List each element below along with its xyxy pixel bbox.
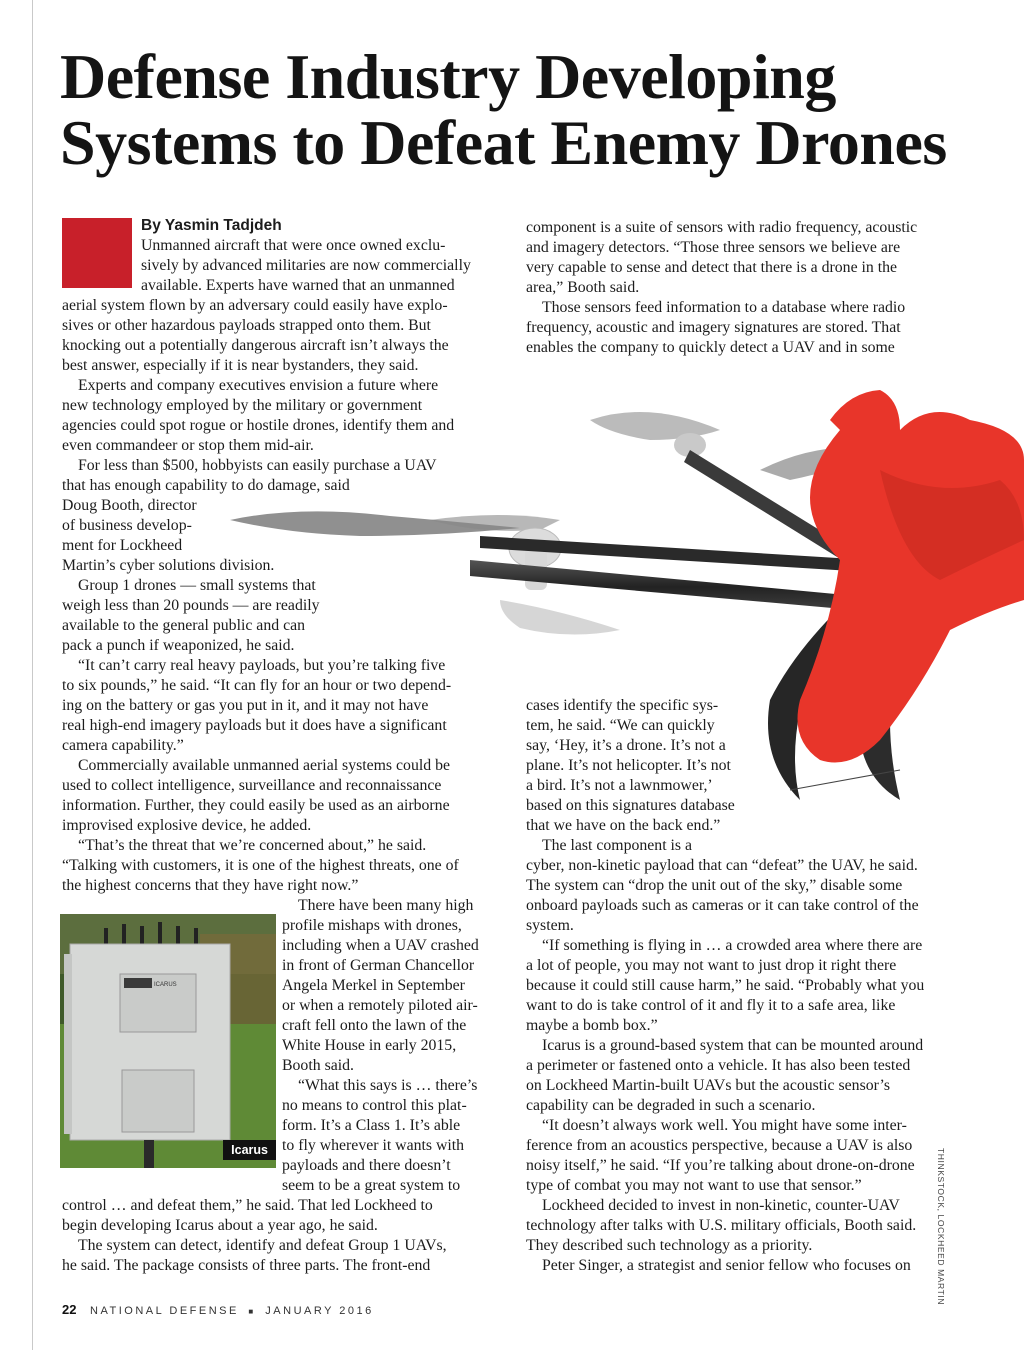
- text-line: to fly wherever it wants with: [282, 1137, 465, 1154]
- text-line: craft fell onto the lawn of the: [282, 1017, 467, 1034]
- text-line: sives or other hazardous payloads strapped onto them. But: [62, 317, 431, 334]
- text-line: cases identify the specific sys-: [526, 697, 719, 714]
- byline-block: [141, 216, 511, 296]
- text-line: There have been many high: [298, 897, 474, 914]
- text-line: Unmanned aircraft that were once owned exclu-: [141, 237, 446, 254]
- column-2-body: [526, 836, 966, 1306]
- text-line: used to collect intelligence, surveillance and reconnaissance: [62, 777, 442, 794]
- text-line: capability can be degraded in such a scenario.: [526, 1097, 816, 1114]
- text-line: Peter Singer, a strategist and senior fellow who focuses on: [542, 1257, 911, 1274]
- text-line: best answer, especially if it is near bystanders, they said.: [62, 357, 419, 374]
- text-line: noisy itself,” he said. “If you’re talking about drone-on-drone: [526, 1157, 915, 1174]
- text-line: “Talking with customers, it is one of the highest threats, one of: [62, 857, 459, 874]
- text-line: payloads and there doesn’t: [282, 1157, 451, 1174]
- text-line: White House in early 2015,: [282, 1037, 457, 1054]
- text-line: real high-end imagery payloads but it does have a significant: [62, 717, 447, 734]
- text-line: For less than $500, hobbyists can easily purchase a UAV: [78, 457, 437, 474]
- photo-caption: Icarus: [223, 1140, 276, 1160]
- text-line: no means to control this plat-: [282, 1097, 467, 1114]
- text-line: enables the company to quickly detect a UAV and in some: [526, 339, 895, 356]
- text-line: “What this says is … there’s: [298, 1077, 478, 1094]
- text-line: “It can’t carry real heavy payloads, but you’re talking five: [78, 657, 446, 674]
- column-1-wrap: [282, 896, 514, 1196]
- text-line: The last component is a: [542, 837, 693, 854]
- text-line: system.: [526, 917, 574, 934]
- text-line: Commercially available unmanned aerial systems could be: [78, 757, 450, 774]
- text-line: new technology employed by the military or government: [62, 397, 423, 414]
- photo-credit: THINKSTOCK, LOCKHEED MARTIN: [936, 1148, 946, 1306]
- text-line: ment for Lockheed: [62, 537, 183, 554]
- text-line: “It doesn’t always work well. You might have some inter-: [542, 1117, 907, 1134]
- text-line: because it could still cause harm,” he said. “Probably what you: [526, 977, 925, 994]
- text-line: maybe a bomb box.”: [526, 1017, 658, 1034]
- text-line: and imagery detectors. “Those three sensors we believe are: [526, 239, 901, 256]
- text-line: he said. The package consists of three parts. The front-end: [62, 1257, 431, 1274]
- text-line: pack a punch if weaponized, he said.: [62, 637, 295, 654]
- footer-separator: ■: [248, 1307, 256, 1316]
- text-line: profile mishaps with drones,: [282, 917, 462, 934]
- text-line: very capable to sense and detect that there is a drone in the: [526, 259, 898, 276]
- text-line: say, ‘Hey, it’s a drone. It’s not a: [526, 737, 726, 754]
- text-line: on Lockheed Martin-built UAVs but the acoustic sensor’s: [526, 1077, 890, 1094]
- text-line: frequency, acoustic and imagery signatures are stored. That: [526, 319, 901, 336]
- drone-red-body: [798, 390, 1024, 763]
- text-line: tem, he said. “We can quickly: [526, 717, 715, 734]
- text-line: Angela Merkel in September: [282, 977, 465, 994]
- text-line: sively by advanced militaries are now commercially: [141, 257, 471, 274]
- text-line: “That’s the threat that we’re concerned about,” he said.: [78, 837, 427, 854]
- text-line: that we have on the back end.”: [526, 817, 721, 834]
- text-line: Icarus is a ground-based system that can be mounted around: [542, 1037, 924, 1054]
- photo-panel-label: ICARUS: [154, 982, 177, 988]
- text-line: Martin’s cyber solutions division.: [62, 557, 275, 574]
- column-2-top: [526, 218, 966, 358]
- text-line: seem to be a great system to: [282, 1177, 461, 1194]
- column-1-end: [62, 1196, 514, 1276]
- text-line: aerial system flown by an adversary could easily have explo-: [62, 297, 448, 314]
- text-line: ing on the battery or gas you put in it, and it may not have: [62, 697, 429, 714]
- text-line: available to the general public and can: [62, 617, 305, 634]
- text-line: Booth said.: [282, 1057, 354, 1074]
- text-line: onboard payloads such as cameras or it can take control of the: [526, 897, 919, 914]
- text-line: They described such technology as a priority.: [526, 1237, 813, 1254]
- text-line: begin developing Icarus about a year ago, he said.: [62, 1217, 378, 1234]
- text-line: a perimeter or fastened onto a vehicle. It has also been tested: [526, 1057, 911, 1074]
- text-line: component is a suite of sensors with radio frequency, acoustic: [526, 219, 918, 236]
- text-line: cyber, non-kinetic payload that can “defeat” the UAV, he said.: [526, 857, 918, 874]
- page-number: 22: [62, 1302, 77, 1317]
- text-line: technology after talks with U.S. military officials, Booth said.: [526, 1217, 917, 1234]
- text-line: want to do is take control of it and fly it to a safe area, like: [526, 997, 896, 1014]
- text-line: camera capability.”: [62, 737, 184, 754]
- text-line: of business develop-: [62, 517, 192, 534]
- icarus-photo: [60, 914, 276, 1168]
- text-line: to six pounds,” he said. “It can fly for an hour or two depend-: [62, 677, 452, 694]
- text-line: Doug Booth, director: [62, 497, 197, 514]
- text-line: “If something is flying in … a crowded area where there are: [542, 937, 923, 954]
- text-line: available. Experts have warned that an unmanned: [141, 277, 455, 294]
- text-line: type of combat you may not want to use that sensor.”: [526, 1177, 862, 1194]
- propeller-blade-top: [590, 412, 720, 440]
- text-line: Experts and company executives envision a future where: [78, 377, 439, 394]
- text-line: a lot of people, you may not want to just drop it right there: [526, 957, 897, 974]
- issue-date: JANUARY 2016: [265, 1305, 374, 1317]
- text-line: Lockheed decided to invest in non-kinetic, counter-UAV: [542, 1197, 900, 1214]
- headline-line-2: Systems to Defeat Enemy Drones: [60, 107, 947, 178]
- text-line: based on this signatures database: [526, 797, 735, 814]
- text-line: control … and defeat them,” he said. That led Lockheed to: [62, 1197, 433, 1214]
- publication-name: NATIONAL DEFENSE: [90, 1305, 239, 1317]
- page-footer: [62, 1302, 374, 1317]
- text-line: The system can detect, identify and defeat Group 1 UAVs,: [78, 1237, 447, 1254]
- text-line: Group 1 drones — small systems that: [78, 577, 316, 594]
- text-line: plane. It’s not helicopter. It’s not: [526, 757, 731, 774]
- text-line: a bird. It’s not a lawnmower,’: [526, 777, 713, 794]
- text-line: or when a remotely piloted air-: [282, 997, 478, 1014]
- column-1-body: [62, 296, 512, 896]
- headline-line-1: Defense Industry Developing: [60, 41, 836, 112]
- text-line: the highest concerns that they have right now.”: [62, 877, 359, 894]
- icarus-photo-art: [60, 914, 276, 1168]
- byline: By Yasmin Tadjdeh: [141, 217, 282, 234]
- text-line: agencies could spot rogue or hostile drones, identify them and: [62, 417, 455, 434]
- text-line: ference from an acoustics perspective, because a UAV is also: [526, 1137, 913, 1154]
- text-line: form. It’s a Class 1. It’s able: [282, 1117, 461, 1134]
- column-2-narrow: [526, 696, 766, 836]
- text-line: The system can “drop the unit out of the sky,” disable some: [526, 877, 903, 894]
- text-line: Those sensors feed information to a database where radio: [542, 299, 906, 316]
- text-line: weigh less than 20 pounds — are readily: [62, 597, 320, 614]
- text-line: that has enough capability to do damage, said: [62, 477, 350, 494]
- text-line: area,” Booth said.: [526, 279, 640, 296]
- propeller-blade-bottom: [500, 600, 620, 635]
- text-line: information. Further, they could easily be used as an airborne: [62, 797, 450, 814]
- text-line: including when a UAV crashed: [282, 937, 479, 954]
- section-red-block: [62, 218, 132, 288]
- text-line: knocking out a potentially dangerous aircraft isn’t always the: [62, 337, 449, 354]
- text-line: improvised explosive device, he added.: [62, 817, 312, 834]
- text-line: even commandeer or stop them mid-air.: [62, 437, 314, 454]
- text-line: in front of German Chancellor: [282, 957, 475, 974]
